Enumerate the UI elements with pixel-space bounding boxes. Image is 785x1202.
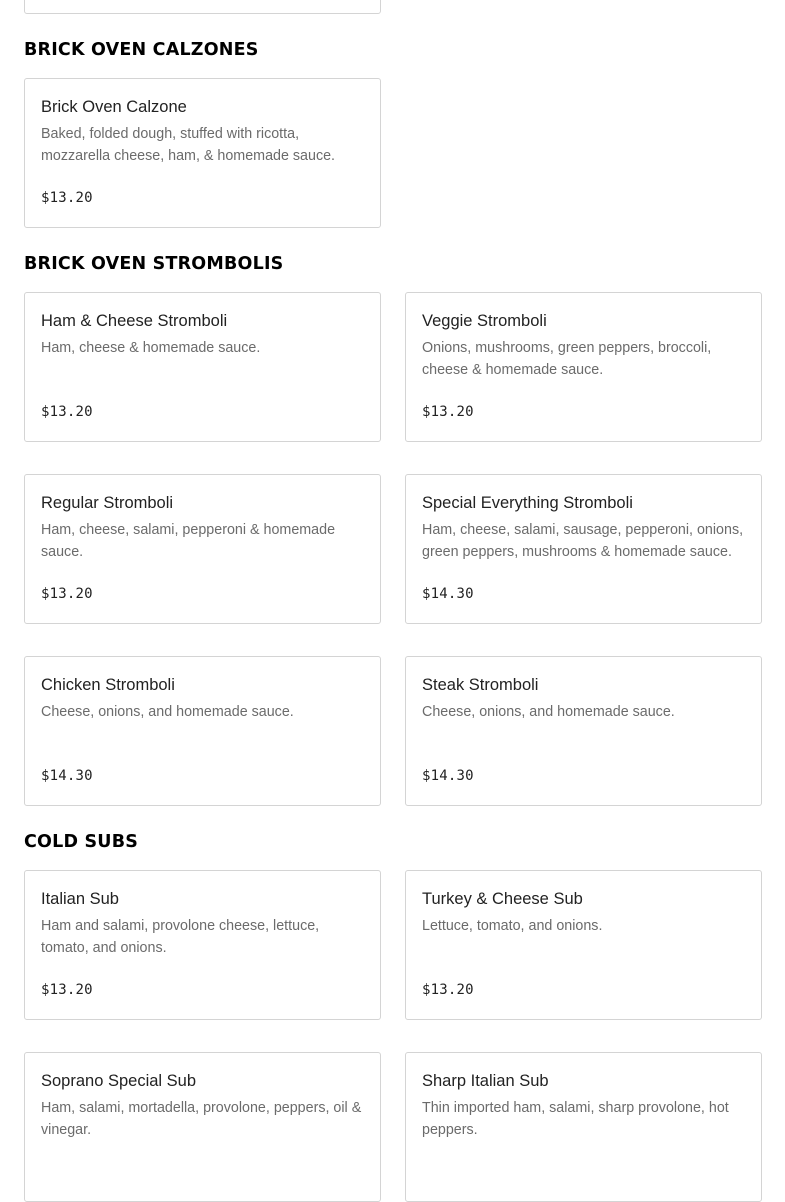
menu-item-card[interactable] xyxy=(24,1052,381,1202)
menu-item-description: Baked, folded dough, stuffed with ricotta, mozzarella cheese, ham, & homemade sauce. xyxy=(41,126,336,164)
menu-item-description: Cheese, onions, and homemade sauce. xyxy=(422,704,675,720)
menu-item-name: Turkey & Cheese Sub xyxy=(422,890,583,908)
menu-item-description: Ham, salami, mortadella, provolone, peppers, oil & vinegar. xyxy=(41,1100,362,1138)
menu-item-name: Chicken Stromboli xyxy=(41,676,175,694)
menu-item-name: Brick Oven Calzone xyxy=(41,98,187,116)
menu-item-description: Ham, cheese, salami, sausage, pepperoni, onions, green peppers, mushrooms & homemade sauce. xyxy=(422,522,744,560)
menu-item-price: $14.30 xyxy=(41,768,93,784)
menu-item-name: Sharp Italian Sub xyxy=(422,1072,549,1090)
menu-item-price: $14.30 xyxy=(422,586,474,602)
menu-item-card[interactable] xyxy=(24,292,381,442)
menu-item-name: Regular Stromboli xyxy=(41,494,174,512)
section-title-brick-oven-strombolis: BRICK OVEN STROMBOLIS xyxy=(24,254,284,274)
menu-item-name: Veggie Stromboli xyxy=(422,312,547,330)
menu-item-price: $13.20 xyxy=(41,982,93,998)
menu-item-price: $14.30 xyxy=(422,768,474,784)
menu-item-card[interactable] xyxy=(405,292,762,442)
menu-item-price: $13.20 xyxy=(422,982,474,998)
menu-item-card-partial[interactable] xyxy=(24,0,381,14)
menu-item-name: Italian Sub xyxy=(41,890,119,908)
menu-item-description: Ham, cheese & homemade sauce. xyxy=(41,340,261,356)
menu-item-price: $13.20 xyxy=(41,190,93,206)
menu-item-card[interactable] xyxy=(405,1052,762,1202)
menu-item-card[interactable] xyxy=(24,474,381,624)
menu-item-description: Ham and salami, provolone cheese, lettuce, tomato, and onions. xyxy=(41,918,320,956)
menu-item-card[interactable] xyxy=(24,870,381,1020)
menu-item-card[interactable] xyxy=(24,656,381,806)
menu-item-description: Thin imported ham, salami, sharp provolone, hot peppers. xyxy=(422,1100,729,1138)
menu-item-price: $13.20 xyxy=(41,404,93,420)
section-title-cold-subs: COLD SUBS xyxy=(24,832,139,852)
menu-item-name: Soprano Special Sub xyxy=(41,1072,197,1090)
menu-item-name: Special Everything Stromboli xyxy=(422,494,633,512)
menu-item-description: Lettuce, tomato, and onions. xyxy=(422,918,603,934)
menu-item-description: Ham, cheese, salami, pepperoni & homemade sauce. xyxy=(41,522,336,560)
menu-item-name: Ham & Cheese Stromboli xyxy=(41,312,228,330)
menu-item-name: Steak Stromboli xyxy=(422,676,539,694)
menu-item-card[interactable] xyxy=(24,78,381,228)
menu-item-price: $13.20 xyxy=(422,404,474,420)
menu-item-card[interactable] xyxy=(405,474,762,624)
menu-item-description: Onions, mushrooms, green peppers, broccoli, cheese & homemade sauce. xyxy=(422,340,712,378)
section-title-brick-oven-calzones: BRICK OVEN CALZONES xyxy=(24,40,259,60)
menu-item-description: Cheese, onions, and homemade sauce. xyxy=(41,704,294,720)
menu-item-price: $13.20 xyxy=(41,586,93,602)
menu-item-card[interactable] xyxy=(405,870,762,1020)
menu-item-card[interactable] xyxy=(405,656,762,806)
